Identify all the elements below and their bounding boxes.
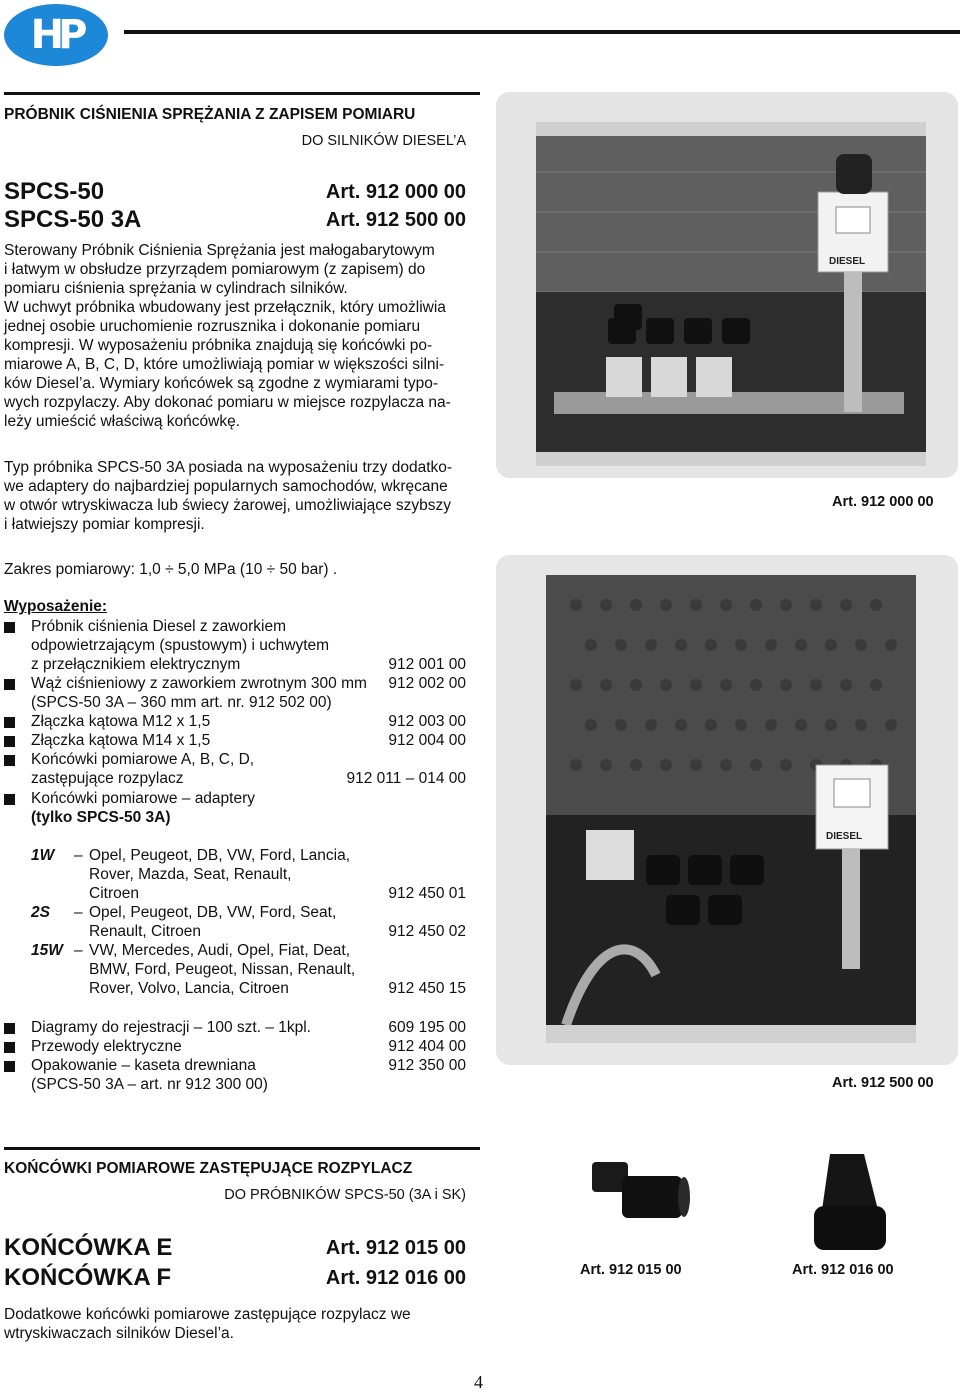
item-code: 912 011 – 014 00 — [346, 770, 466, 787]
adapter-label: 1W — [31, 847, 55, 864]
equipment-item: Końcówki pomiarowe – adaptery (tylko SPCS-50 3A) — [4, 789, 466, 827]
photo-brand-label: DIESEL — [829, 256, 866, 267]
section1-title: PRÓBNIK CIŚNIENIA SPRĘŻANIA Z ZAPISEM POMIARU — [4, 106, 416, 123]
model-art: Art. 912 500 00 — [325, 209, 466, 231]
bullet-icon — [4, 1042, 15, 1053]
equipment-item: Złączka kątowa M12 x 1,5 912 003 00 — [4, 712, 466, 731]
equipment-heading: Wyposażenie: — [4, 598, 108, 615]
nozzle-f-photo — [800, 1150, 900, 1254]
adapter-label: 15W — [31, 942, 63, 959]
section1-top-rule — [4, 92, 480, 95]
equipment-item: Próbnik ciśnienia Diesel z zaworkiem odpowietrzającym (spustowym) i uchwytem z przełącznikiem elektrycznym 912 001 00 — [4, 617, 466, 674]
bullet-icon — [4, 794, 15, 805]
adapter-label: 2S — [31, 904, 50, 921]
description-paragraph: Sterowany Próbnik Ciśnienia Sprężania jest małogabarytowym i łatwym w obsłudze przyrządem pomiarowym (z zapisem) do pomiaru ciśnienia sprężania w cylindrach silników. W uchwyt próbnika wbudowany jest przełącznik, który umożliwia jednej osobie uruchomienie rozrusznika i dokonanie pomiaru kompresji. W wyposażeniu próbnika znajdują się końcówki po- miarowe A, B, C, D, które umożliwiają pomiar w większości silni- ków Diesel’a. Wymiary końcówek są zgodne z wymiarami typo- wych rozpylaczy. Aby dokonać pomiaru w miejsce rozpylacza na- leży umieścić właściwą końcówkę. — [4, 242, 451, 430]
equipment-item: Opakowanie – kaseta drewniana (SPCS-50 3A – art. nr 912 300 00) 912 350 00 — [4, 1056, 466, 1094]
equipment-item: Wąż ciśnieniowy z zaworkiem zwrotnym 300 mm (SPCS-50 3A – 360 mm art. nr. 912 502 00) 912 002 00 — [4, 674, 466, 712]
bullet-icon — [4, 736, 15, 747]
adapter-item: 1W – Opel, Peugeot, DB, VW, Ford, Lancia, Rover, Mazda, Seat, Renault, Citroen 912 450 01 — [31, 847, 466, 902]
item-code: 912 003 00 — [388, 713, 466, 730]
item-code: 609 195 00 — [388, 1019, 466, 1036]
adapter-item: 15W – VW, Mercedes, Audi, Opel, Fiat, Deat, BMW, Ford, Peugeot, Nissan, Renault, Rover, Volvo, Lancia, Citroen 912 450 15 — [31, 942, 466, 997]
equipment-item: Diagramy do rejestracji – 100 szt. – 1kpl. 609 195 00 — [4, 1018, 466, 1037]
item-code: 912 450 15 — [388, 980, 466, 997]
photo-brand-label: DIESEL — [826, 831, 863, 842]
measurement-range: Zakres pomiarowy: 1,0 ÷ 5,0 MPa (10 ÷ 50 bar) . — [4, 561, 338, 578]
bullet-icon — [4, 622, 15, 633]
section2-subtitle: DO PRÓBNIKÓW SPCS-50 (3A i SK) — [224, 1187, 466, 1203]
model-art: Art. 912 000 00 — [325, 181, 466, 203]
header-rule — [124, 30, 960, 34]
item-code: 912 001 00 — [388, 656, 466, 673]
bullet-icon — [4, 679, 15, 690]
nozzle-e-photo — [582, 1156, 692, 1252]
photo-caption: Art. 912 016 00 — [792, 1262, 894, 1278]
equipment-item: Przewody elektryczne 912 404 00 — [4, 1037, 466, 1056]
section1-subtitle: DO SILNIKÓW DIESEL’A — [301, 133, 466, 149]
equipment-item: Końcówki pomiarowe A, B, C, D, zastępujące rozpylacz 912 011 – 014 00 — [4, 750, 466, 788]
model-art: Art. 912 016 00 — [325, 1267, 466, 1289]
photo-caption: Art. 912 500 00 — [832, 1075, 934, 1091]
bullet-icon — [4, 1061, 15, 1072]
page-number: 4 — [474, 1372, 483, 1392]
model-name: KOŃCÓWKA F — [4, 1264, 172, 1291]
model-name: KOŃCÓWKA E — [4, 1234, 173, 1261]
photo-caption: Art. 912 015 00 — [580, 1262, 682, 1278]
model-name: SPCS-50 3A — [4, 206, 142, 233]
equipment-item: Złączka kątowa M14 x 1,5 912 004 00 — [4, 731, 466, 750]
section2-paragraph: Dodatkowe końcówki pomiarowe zastępujące rozpylacz we wtryskiwaczach silników Diesel’a. — [4, 1306, 411, 1342]
bullet-icon — [4, 717, 15, 728]
company-logo: HP — [4, 4, 108, 66]
item-code: 912 450 02 — [388, 923, 466, 940]
item-code: 912 404 00 — [388, 1038, 466, 1055]
section2-top-rule — [4, 1147, 480, 1150]
item-code: 912 002 00 — [388, 675, 466, 692]
model-name: SPCS-50 — [4, 178, 105, 205]
item-code: 912 450 01 — [388, 885, 466, 902]
photo-caption: Art. 912 000 00 — [832, 494, 934, 510]
variant-paragraph: Typ próbnika SPCS-50 3A posiada na wyposażeniu trzy dodatko- we adaptery do najbardziej popularnych samochodów, wkręcane w otwór wtryskiwacza lub świecy żarowej, umożliwiające szybszy i łatwiejszy pomiar kompresji. — [4, 459, 453, 533]
item-code: 912 004 00 — [388, 732, 466, 749]
bullet-icon — [4, 755, 15, 766]
product-photo-spcs50 — [496, 92, 958, 478]
item-code: 912 350 00 — [388, 1057, 466, 1074]
model-art: Art. 912 015 00 — [325, 1237, 466, 1259]
bullet-icon — [4, 1023, 15, 1034]
product-photo-spcs50-3a — [496, 555, 958, 1065]
section2-title: KOŃCÓWKI POMIAROWE ZASTĘPUJĄCE ROZPYLACZ — [4, 1160, 413, 1177]
adapter-item: 2S – Opel, Peugeot, DB, VW, Ford, Seat, Renault, Citroen 912 450 02 — [31, 904, 466, 940]
